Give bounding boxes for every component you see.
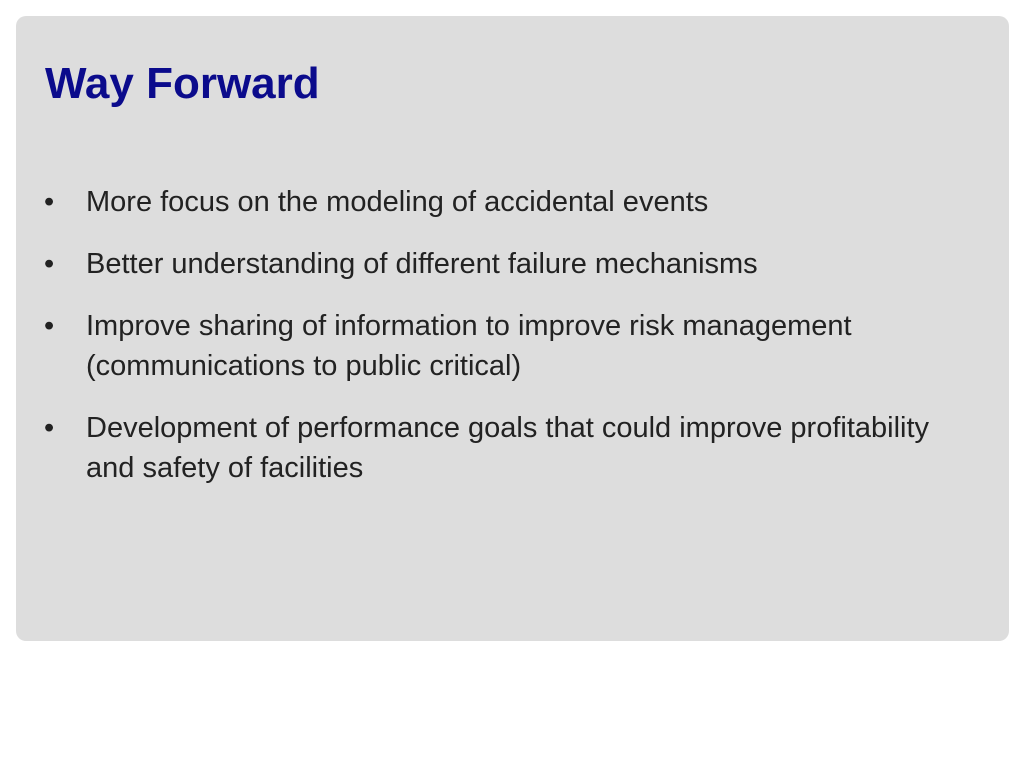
bullet-text: Development of performance goals that could improve profitability and safety of facilities <box>86 412 930 484</box>
bullet-item <box>44 306 944 386</box>
slide-title: Way Forward <box>45 59 320 108</box>
bullet-dot-icon: • <box>44 186 55 218</box>
bullet-text: Improve sharing of information to improve risk management (communications to public critical) <box>86 310 852 382</box>
bullet-dot-icon: • <box>44 248 55 280</box>
bullet-item <box>44 408 944 488</box>
bullet-item <box>44 244 944 284</box>
bullet-text: More focus on the modeling of accidental events <box>86 186 709 218</box>
bullet-item <box>44 182 944 222</box>
bullet-dot-icon: • <box>44 412 55 444</box>
bullet-dot-icon: • <box>44 310 55 342</box>
bullet-list <box>44 182 944 510</box>
bullet-text: Better understanding of different failure mechanisms <box>86 248 758 280</box>
